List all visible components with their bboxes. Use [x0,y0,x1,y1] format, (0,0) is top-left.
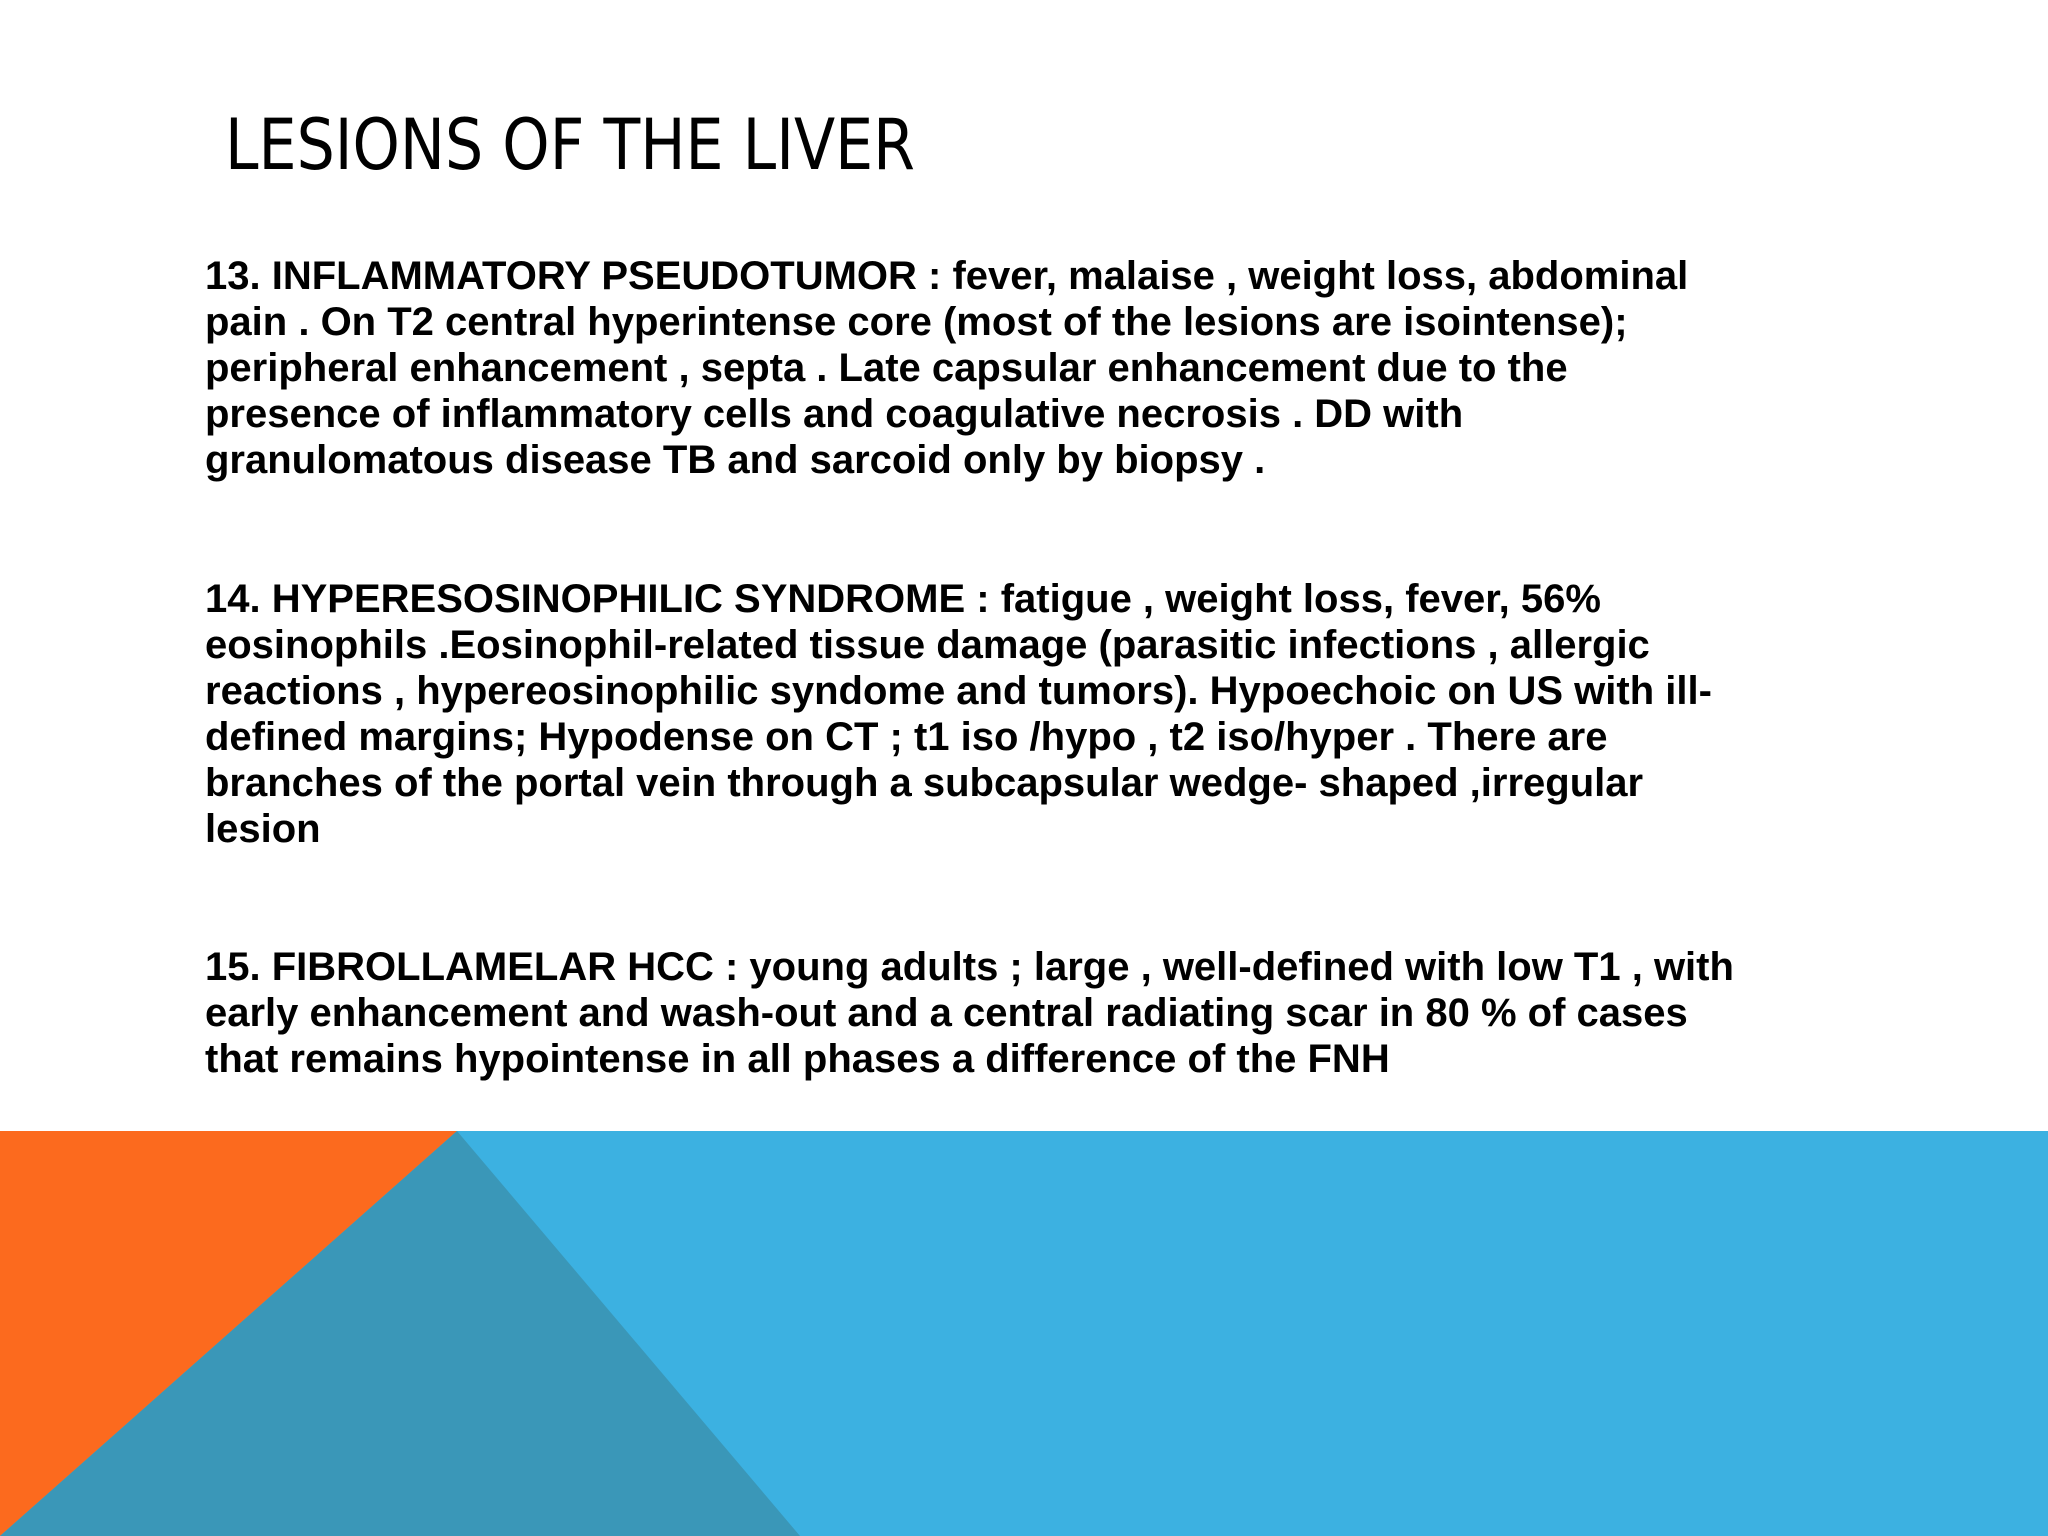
slide-title: LESIONS OF THE LIVER [225,104,916,186]
list-item-15: 15. FIBROLLAMELAR HCC : young adults ; large , well-defined with low T1 , with early enhancement and wash-out and a central radiating scar in 80 % of cases that remains hypointense in all phases a difference of the FNH [205,945,1734,1081]
decorative-footer-band [0,1131,2048,1536]
list-item-14: 14. HYPERESOSINOPHILIC SYNDROME : fatigue , weight loss, fever, 56% eosinophils .Eosinophil-related tissue damage (parasitic infections , allergic reactions , hypereosinophilic syndome and tumors). Hypoechoic on US with ill- defined margins; Hypodense on CT ; t1 iso /hypo , t2 iso/hyper . There are branches of the portal vein through a subcapsular wedge- shaped ,irregular lesion [205,577,1712,851]
slide-body [205,253,1845,1082]
list-item-13: 13. INFLAMMATORY PSEUDOTUMOR : fever, malaise , weight loss, abdominal pain . On T2 central hyperintense core (most of the lesions are isointense); peripheral enhancement , septa . Late capsular enhancement due to the presence of inflammatory cells and coagulative necrosis . DD with granulomatous disease TB and sarcoid only by biopsy . [205,254,1689,482]
footer-shapes [0,1131,2048,1536]
